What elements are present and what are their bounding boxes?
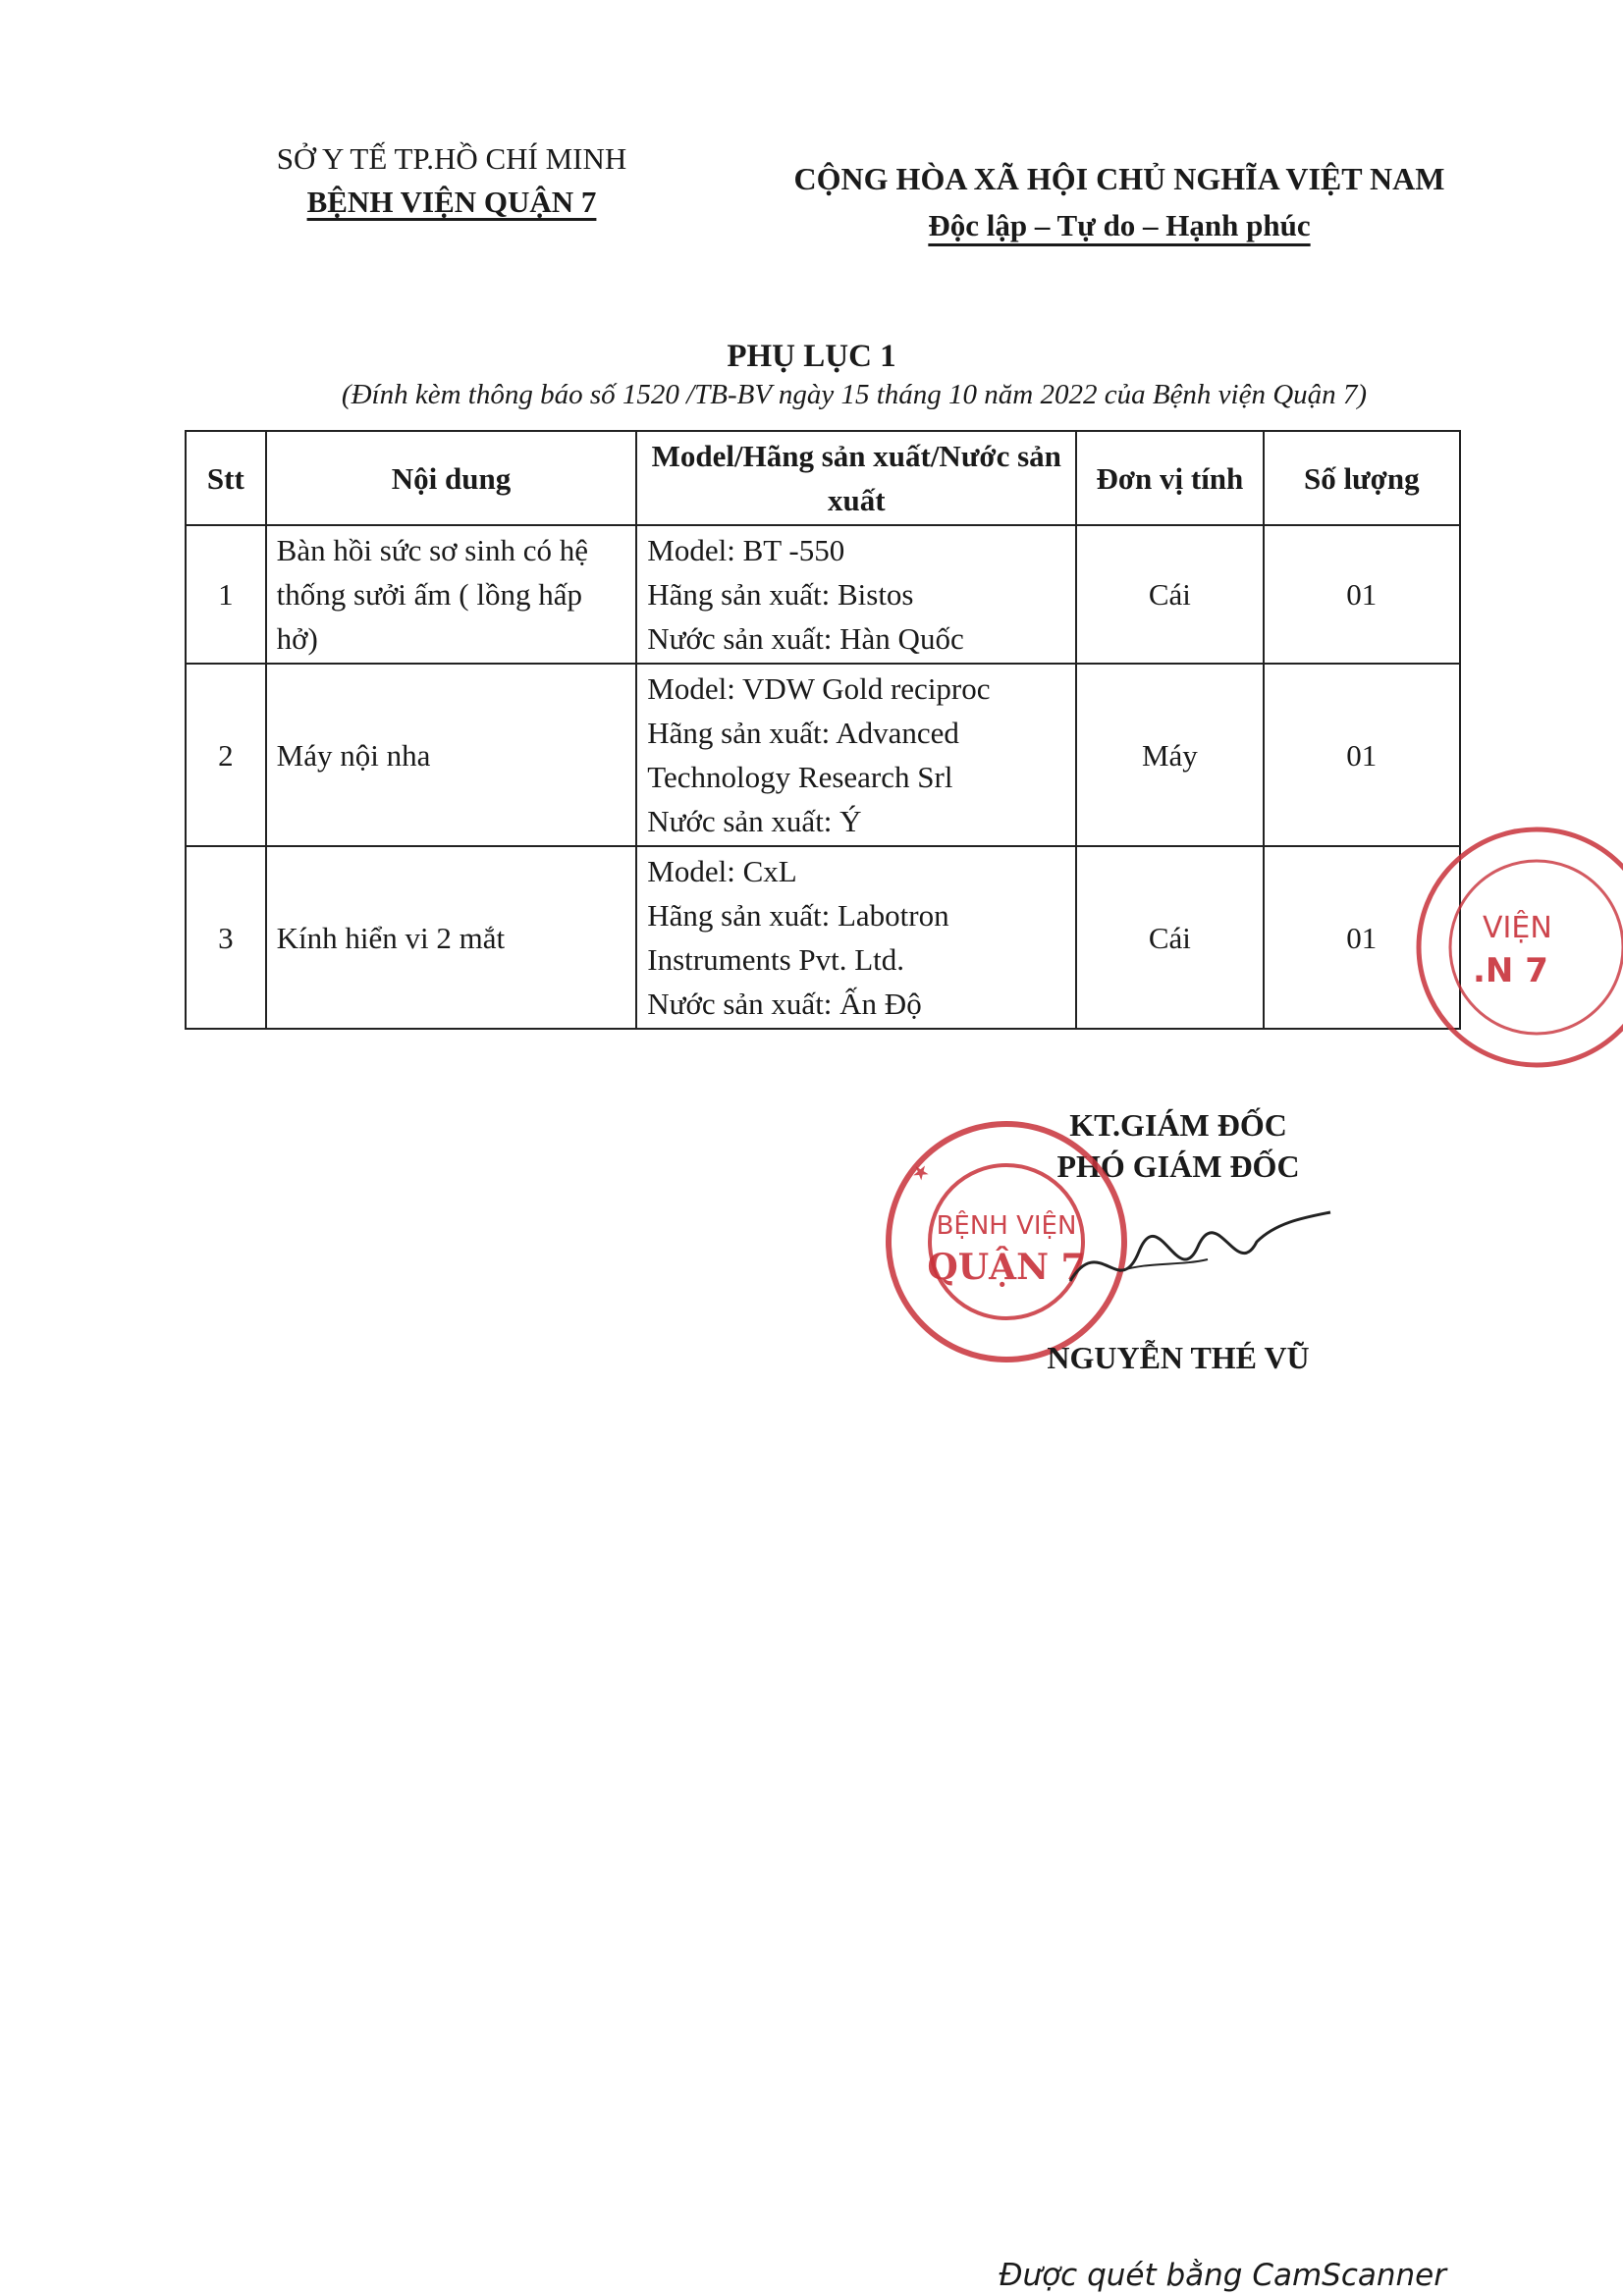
national-motto: Độc lập – Tự do – Hạnh phúc <box>928 208 1311 242</box>
document-title: PHỤ LỤC 1 <box>727 339 896 374</box>
issuer-hospital: BỆNH VIỆN QUẬN 7 <box>306 185 597 219</box>
edge-seal-stamp <box>1414 815 1623 1080</box>
row-content: Bàn hồi sức sơ sinh có hệ thống sưởi ấm ( lồng hấp hở) <box>266 525 637 664</box>
document-subtitle: (Đính kèm thông báo số 1520 /TB-BV ngày 15 tháng 10 năm 2022 của Bệnh viện Quận 7) <box>341 379 1368 410</box>
svg-text:★: ★ <box>905 1156 935 1187</box>
table-row <box>186 846 1460 1029</box>
row-stt: 2 <box>186 664 266 846</box>
manufacturer-line-cont: Technology Research Srl <box>647 760 953 794</box>
row-stt: 1 <box>186 525 266 664</box>
issuer-block <box>226 137 677 224</box>
table-row <box>186 664 1460 846</box>
signer-title-2: PHÓ GIÁM ĐỐC <box>1056 1148 1300 1184</box>
svg-text:.N 7: .N 7 <box>1473 951 1548 990</box>
handwritten-signature <box>1060 1193 1335 1310</box>
equipment-table <box>185 430 1461 1030</box>
row-qty: 01 <box>1264 664 1460 846</box>
svg-text:VIỆN: VIỆN <box>1483 911 1552 945</box>
row-qty: 01 <box>1264 846 1460 1029</box>
row-model <box>636 846 1076 1029</box>
row-qty: 01 <box>1264 525 1460 664</box>
table-header-row <box>186 431 1460 525</box>
row-unit: Máy <box>1076 664 1263 846</box>
row-stt: 3 <box>186 846 266 1029</box>
manufacturer-line-cont: Instruments Pvt. Ltd. <box>647 942 905 977</box>
model-line: Model: CxL <box>647 854 797 888</box>
model-line: Model: BT -550 <box>647 533 845 567</box>
nation-name: CỘNG HÒA XÃ HỘI CHỦ NGHĨA VIỆT NAM <box>793 161 1445 196</box>
signer-name: NGUYỄN THÉ VŨ <box>1047 1340 1310 1375</box>
row-content: Kính hiển vi 2 mắt <box>266 846 637 1029</box>
header-stt: Stt <box>186 431 266 525</box>
manufacturer-line: Hãng sản xuất: Advanced <box>647 716 959 750</box>
header-model: Model/Hãng sản xuất/Nước sản xuất <box>636 431 1076 525</box>
seal-text-line2: QUẬN 7 <box>927 1247 1086 1288</box>
manufacturer-line: Hãng sản xuất: Bistos <box>647 577 914 612</box>
country-line: Nước sản xuất: Ý <box>647 804 862 838</box>
row-unit: Cái <box>1076 846 1263 1029</box>
signer-title-1: KT.GIÁM ĐỐC <box>1069 1107 1287 1143</box>
country-line: Nước sản xuất: Ấn Độ <box>647 987 922 1021</box>
row-content: Máy nội nha <box>266 664 637 846</box>
model-line: Model: VDW Gold reciproc <box>647 671 991 706</box>
table-row <box>186 525 1460 664</box>
country-line: Nước sản xuất: Hàn Quốc <box>647 621 964 656</box>
row-unit: Cái <box>1076 525 1263 664</box>
scanner-watermark: Được quét bằng CamScanner <box>999 2258 1446 2293</box>
issuer-department: SỞ Y TẾ TP.HỒ CHÍ MINH <box>276 141 627 176</box>
row-model <box>636 525 1076 664</box>
seal-text-line1: BỆNH VIỆN <box>936 1211 1077 1241</box>
header-qty: Số lượng <box>1264 431 1460 525</box>
manufacturer-line: Hãng sản xuất: Labotron <box>647 898 949 933</box>
national-header <box>746 155 1492 249</box>
row-model <box>636 664 1076 846</box>
header-unit: Đơn vị tính <box>1076 431 1263 525</box>
header-content: Nội dung <box>266 431 637 525</box>
